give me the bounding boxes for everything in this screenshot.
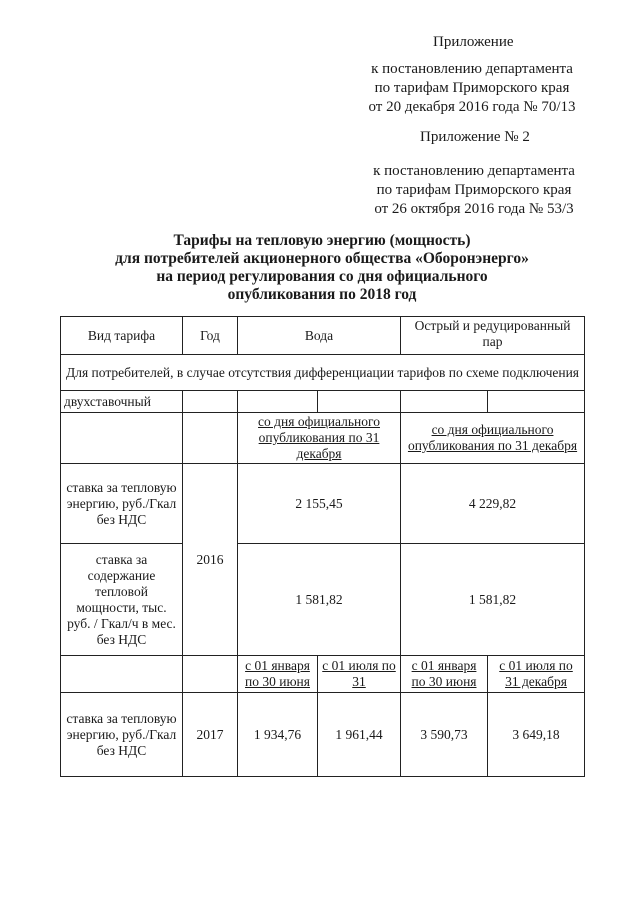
appendix2-ref-line: от 26 октября 2016 года № 53/3 — [374, 201, 574, 217]
appendix1-ref-line: к постановлению департамента — [371, 61, 573, 77]
period-2017-h2-water: с 01 июля по 31 — [318, 656, 401, 693]
rate-capacity-2016-row — [61, 544, 585, 656]
empty-cell — [488, 391, 585, 413]
steam-h2-2017: 3 649,18 — [488, 693, 585, 777]
period-2017-h2-steam: с 01 июля по 31 декабря — [488, 656, 585, 693]
rate-energy-2017-row — [61, 693, 585, 777]
water-h1-2017: 1 934,76 — [238, 693, 318, 777]
year-2016: 2016 — [183, 464, 238, 656]
consumer-group-label: Для потребителей, в случае отсутствия дифференциации тарифов по схеме подключения — [61, 355, 585, 391]
appendix1-ref-line: от 20 декабря 2016 года № 70/13 — [368, 99, 576, 115]
appendix2-title: Приложение № 2 — [420, 129, 530, 145]
period-2017-h1-steam: с 01 января по 30 июня — [401, 656, 488, 693]
capacity-water-2016: 1 581,82 — [238, 544, 401, 656]
appendix1-title: Приложение — [433, 34, 514, 50]
tariff-kind-label: двухставочный — [61, 391, 183, 413]
appendix1-reference — [362, 60, 582, 117]
period-2017-h1-water: с 01 января по 30 июня — [238, 656, 318, 693]
rate-capacity-label: ставка за содержание тепловой мощности, тыс. руб. / Гкал/ч в мес. без НДС — [61, 544, 183, 656]
appendix2-ref-line: по тарифам Приморского края — [376, 182, 572, 198]
header-year: Год — [183, 317, 238, 355]
period-2016-row — [61, 413, 585, 464]
period-2016-steam: со дня официального опубликования по 31 декабря — [401, 413, 585, 464]
tariff-table — [60, 316, 585, 777]
title-line: опубликования по 2018 год — [227, 286, 417, 303]
water-h2-2017: 1 961,44 — [318, 693, 401, 777]
rate-energy-label: ставка за тепловую энергию, руб./Гкал без НДС — [61, 464, 183, 544]
title-line: для потребителей акционерного общества «Оборонэнерго» — [115, 250, 529, 267]
appendix1-ref-line: по тарифам Приморского края — [374, 80, 570, 96]
energy-steam-2016: 4 229,82 — [401, 464, 585, 544]
header-water: Вода — [238, 317, 401, 355]
consumer-group-row — [61, 355, 585, 391]
table-header-row — [61, 317, 585, 355]
title-line: Тарифы на тепловую энергию (мощность) — [173, 232, 471, 249]
empty-cell — [401, 391, 488, 413]
year-2017: 2017 — [183, 693, 238, 777]
empty-cell — [238, 391, 318, 413]
empty-cell — [183, 656, 238, 693]
period-2017-row — [61, 656, 585, 693]
appendix2-ref-line: к постановлению департамента — [373, 163, 575, 179]
tariff-kind-row — [61, 391, 585, 413]
empty-cell — [183, 413, 238, 464]
steam-h1-2017: 3 590,73 — [401, 693, 488, 777]
header-tariff-type: Вид тарифа — [61, 317, 183, 355]
empty-cell — [183, 391, 238, 413]
empty-cell — [61, 413, 183, 464]
capacity-steam-2016: 1 581,82 — [401, 544, 585, 656]
empty-cell — [318, 391, 401, 413]
empty-cell — [61, 656, 183, 693]
header-steam: Острый и редуцированный пар — [401, 317, 585, 355]
period-2016-water: со дня официального опубликования по 31 декабря — [238, 413, 401, 464]
appendix2-reference — [364, 162, 584, 219]
document-title — [60, 232, 584, 304]
rate-energy-2016-row — [61, 464, 585, 544]
energy-water-2016: 2 155,45 — [238, 464, 401, 544]
title-line: на период регулирования со дня официального — [156, 268, 488, 285]
rate-energy-label-2017: ставка за тепловую энергию, руб./Гкал без НДС — [61, 693, 183, 777]
